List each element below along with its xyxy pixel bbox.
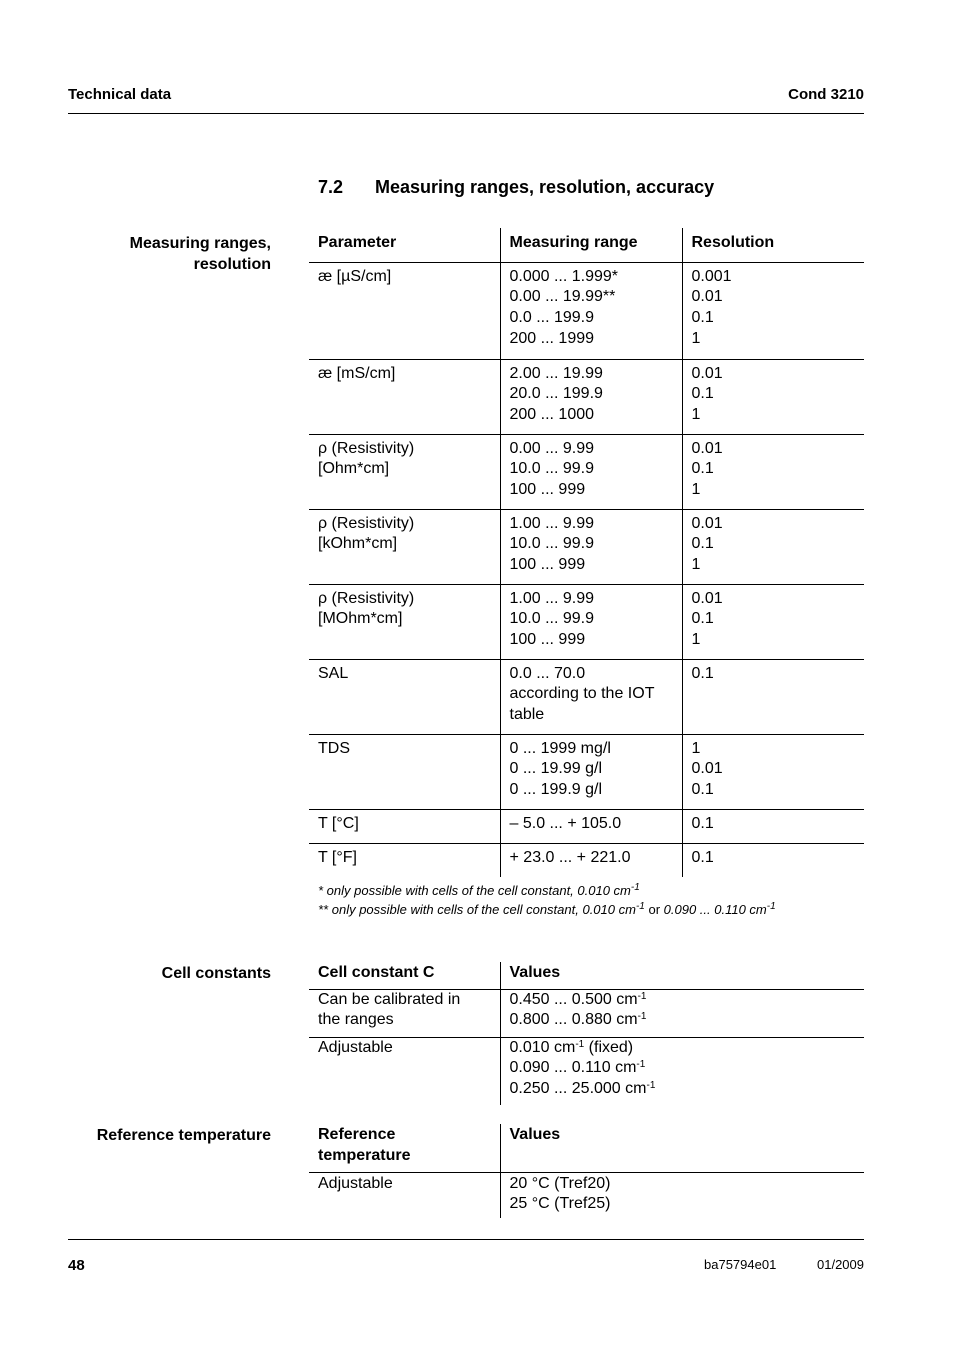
cell-parameter: ρ (Resistivity) [kOhm*cm] [309,509,500,584]
column-header-cell-constant: Cell constant C [309,962,500,989]
table-row [309,659,864,734]
column-header-resolution: Resolution [682,228,864,262]
cell-parameter: ρ (Resistivity) [Ohm*cm] [309,434,500,509]
table-row [309,809,864,843]
column-header-values: Values [500,962,864,989]
table-row [309,843,864,877]
document-id: ba75794e01 [704,1257,777,1272]
column-header-values: Values [500,1124,864,1172]
section-title [318,177,714,198]
table-row [309,734,864,809]
row-label: Can be calibrated in the ranges [309,989,500,1037]
cell-resolution: 0.01 0.1 1 [682,584,864,659]
cell-measuring-range: 2.00 ... 19.99 20.0 ... 199.9 200 ... 1000 [500,359,682,434]
cell-parameter: T [°C] [309,809,500,843]
cell-resolution: 0.01 0.1 1 [682,359,864,434]
table-row [309,359,864,434]
row-label: Adjustable [309,1172,500,1218]
reference-temperature-side-label: Reference temperature [96,1127,271,1144]
cell-measuring-range: – 5.0 ... + 105.0 [500,809,682,843]
column-header-range: Measuring range [500,228,682,262]
cell-constants-table [309,962,864,1105]
table-row [309,262,864,359]
ranges-table [309,228,864,877]
cell-measuring-range: 1.00 ... 9.99 10.0 ... 99.9 100 ... 999 [500,509,682,584]
column-header-reference-temperature: Reference temperature [309,1124,500,1172]
cell-measuring-range: 0.000 ... 1.999* 0.00 ... 19.99** 0.0 ... 199.9 200 ... 1999 [500,262,682,359]
cell-resolution: 0.01 0.1 1 [682,509,864,584]
row-values: 0.450 ... 0.500 $cm^{-1}$ 0.800 ... 0.880 $cm^{-1}$ [500,989,864,1037]
table-header-row [309,228,864,262]
cell-parameter: SAL [309,659,500,734]
table-row [309,509,864,584]
cell-resolution: 1 0.01 0.1 [682,734,864,809]
cell-measuring-range: 0.0 ... 70.0 according to the IOT table [500,659,682,734]
row-values: 0.010 $cm^{-1}$ (fixed) 0.090 ... 0.110 $cm^{-1}$ 0.250 ... 25.000 $cm^{-1}$ [509,1038,656,1098]
page-number: 48 [68,1257,85,1274]
cell-measuring-range: 0.00 ... 9.99 10.0 ... 99.9 100 ... 999 [500,434,682,509]
document-date: 01/2009 [817,1257,864,1272]
table-row [309,1172,864,1218]
ranges-side-label: Measuring ranges, resolution [129,235,271,273]
header-product: Cond 3210 [788,86,864,103]
cell-resolution: 0.001 0.01 0.1 1 [682,262,864,359]
cell-resolution: 0.1 [682,659,864,734]
table-row [309,1037,864,1105]
table-row [309,434,864,509]
page-header [68,86,864,114]
footnote-2: ** only possible with cells of the cell constant, 0.010 $cm^{-1}$ or 0.090 ... 0.110 $cm^{-1}$ [318,901,776,917]
cell-measuring-range: + 23.0 ... + 221.0 [500,843,682,877]
row-values: 20 °C (Tref20) 25 °C (Tref25) [509,1174,611,1213]
cell-resolution: 0.1 [682,809,864,843]
table-header-row [309,962,864,989]
table-row [309,584,864,659]
cell-parameter: ρ (Resistivity) [MOhm*cm] [309,584,500,659]
column-header-parameter: Parameter [309,228,500,262]
cell-resolution: 0.01 0.1 1 [682,434,864,509]
reference-temperature-table [309,1124,864,1218]
table-row [309,989,864,1037]
row-label: Adjustable [309,1037,500,1105]
cell-measuring-range: 1.00 ... 9.99 10.0 ... 99.9 100 ... 999 [500,584,682,659]
cell-resolution: 0.1 [691,848,714,866]
cell-parameter: TDS [309,734,500,809]
cell-parameter: T [°F] [309,843,500,877]
footnote-1: * only possible with cells of the cell constant, 0.010 $cm^{-1}$ [318,882,640,898]
header-chapter: Technical data [68,86,172,103]
cell-parameter: æ [mS/cm] [309,359,500,434]
table-header-row [309,1124,864,1172]
cell-constants-side-label: Cell constants [161,965,271,982]
cell-parameter: æ [µS/cm] [309,262,500,359]
cell-measuring-range: 0 ... 1999 mg/l 0 ... 19.99 g/l 0 ... 199.9 g/l [500,734,682,809]
section-heading: Measuring ranges, resolution, accuracy [375,177,715,197]
section-number: 7.2 [318,177,344,197]
footer-rule [68,1239,864,1240]
